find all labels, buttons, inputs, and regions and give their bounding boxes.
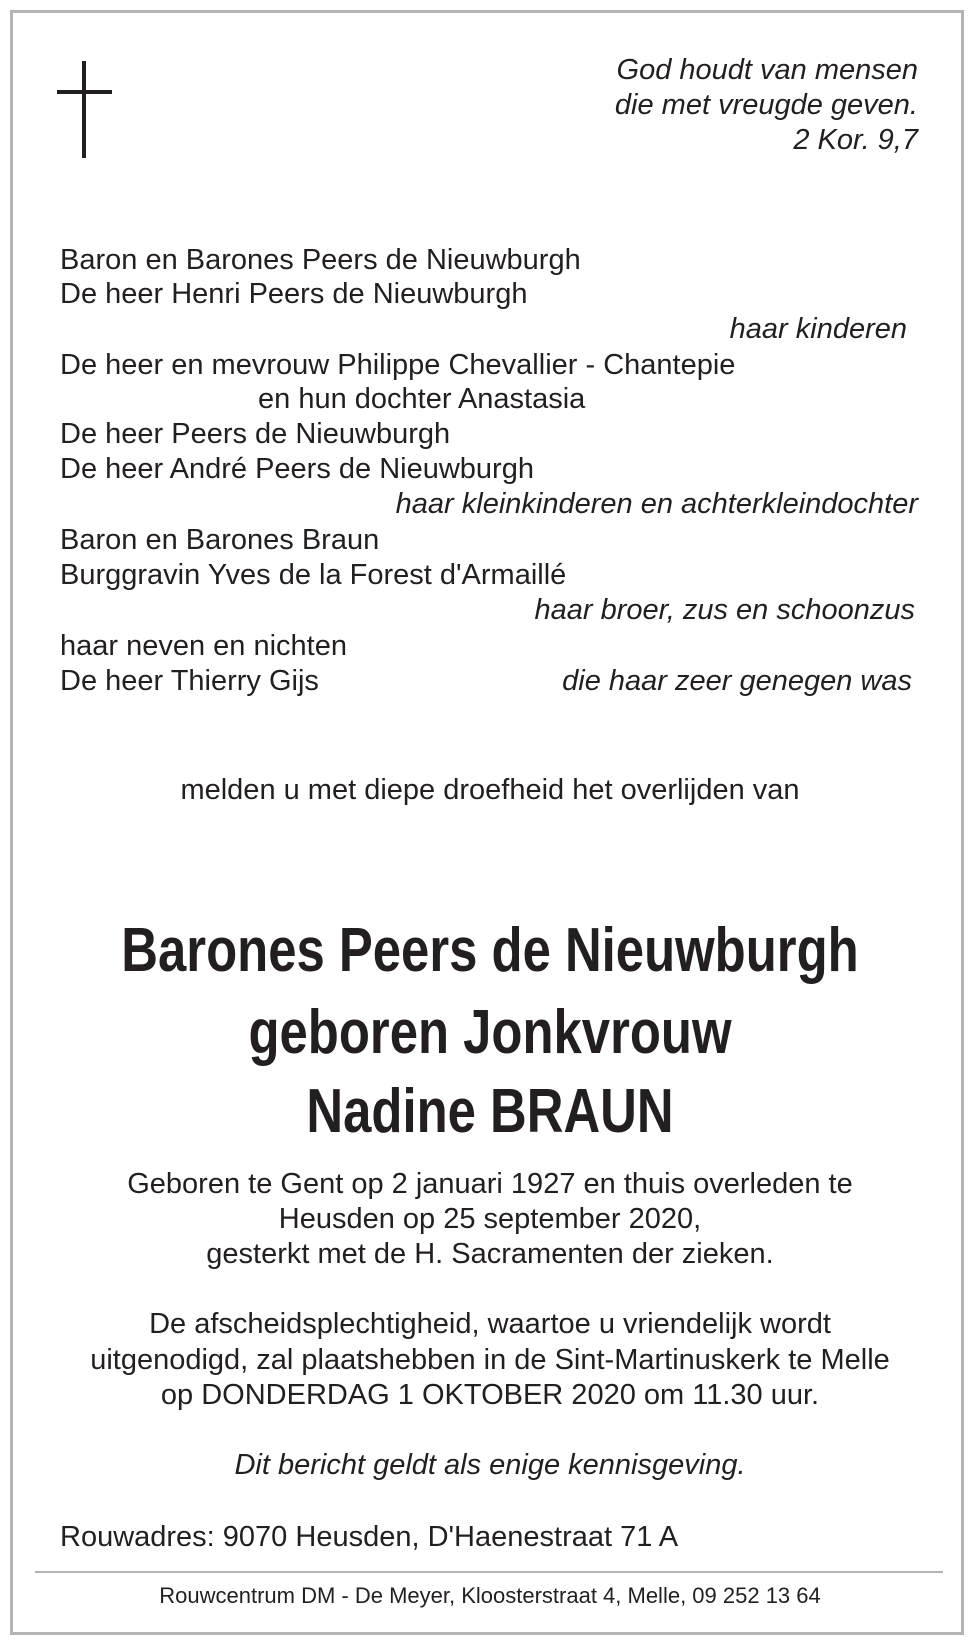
deceased-name-line-3: Nadine BRAUN xyxy=(306,1077,674,1146)
mourning-address: Rouwadres: 9070 Heusden, D'Haenestraat 71 A xyxy=(60,1521,679,1553)
deceased-name-line-1: Barones Peers de Nieuwburgh xyxy=(121,916,859,985)
relation-label: haar broer, zus en schoonzus xyxy=(534,594,915,626)
verse-line-1: God houdt van mensen xyxy=(616,54,918,86)
family-member: De heer André Peers de Nieuwburgh xyxy=(60,453,534,485)
service-details: De afscheidsplechtigheid, waartoe u vriendelijk wordt xyxy=(149,1308,831,1340)
relation-label: haar kinderen xyxy=(729,313,907,345)
service-details: uitgenodigd, zal plaatshebben in de Sint-Martinuskerk te Melle xyxy=(90,1344,890,1376)
family-member: Burggravin Yves de la Forest d'Armaillé xyxy=(60,559,567,591)
relation-label: haar kleinkinderen en achterkleindochter xyxy=(395,488,918,520)
notice: Dit bericht geldt als enige kennisgeving. xyxy=(234,1449,746,1481)
relation-label: die haar zeer genegen was xyxy=(562,665,912,697)
birth-details: Heusden op 25 september 2020, xyxy=(278,1203,702,1235)
footer-divider xyxy=(35,1571,943,1573)
family-member: De heer Peers de Nieuwburgh xyxy=(60,418,451,450)
family-member: Baron en Barones Peers de Nieuwburgh xyxy=(60,244,581,276)
bible-verse xyxy=(615,53,918,158)
family-member: De heer Thierry Gijs xyxy=(60,665,319,697)
family-member-sub: en hun dochter Anastasia xyxy=(258,383,586,415)
verse-reference: 2 Kor. 9,7 xyxy=(793,124,918,156)
verse-line-2: die met vreugde geven. xyxy=(614,89,918,121)
birth-details: gesterkt met de H. Sacramenten der zieken. xyxy=(206,1238,774,1270)
birth-details: Geboren te Gent op 2 januari 1927 en thuis overleden te xyxy=(127,1168,853,1200)
cross-icon-bar xyxy=(57,90,112,94)
deceased-name-line-2: geboren Jonkvrouw xyxy=(248,998,732,1067)
announcement: melden u met diepe droefheid het overlijden van xyxy=(180,774,800,806)
service-details: op DONDERDAG 1 OKTOBER 2020 om 11.30 uur. xyxy=(160,1379,820,1411)
family-member: haar neven en nichten xyxy=(60,630,347,662)
funeral-home-footer: Rouwcentrum DM - De Meyer, Kloosterstraat 4, Melle, 09 252 13 64 xyxy=(159,1583,821,1608)
cross-icon xyxy=(82,61,86,158)
family-member: De heer en mevrouw Philippe Chevallier - Chantepie xyxy=(60,349,736,381)
family-member: Baron en Barones Braun xyxy=(60,524,380,556)
family-member: De heer Henri Peers de Nieuwburgh xyxy=(60,278,528,310)
